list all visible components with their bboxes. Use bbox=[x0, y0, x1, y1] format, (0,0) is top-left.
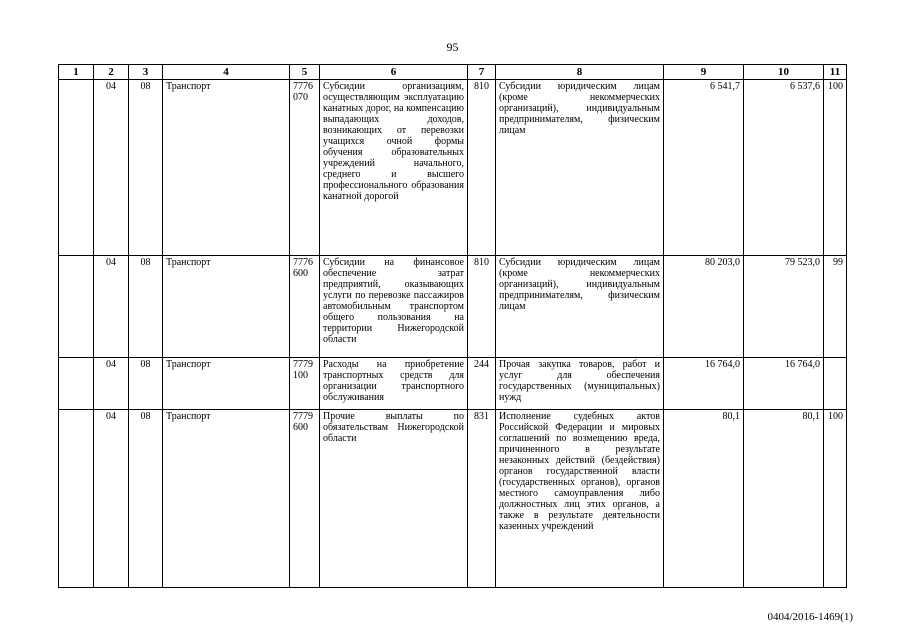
planned-amount: 80 203,0 bbox=[664, 256, 744, 358]
execution-percent: 99 bbox=[824, 256, 847, 358]
subsection-code: 08 bbox=[129, 256, 163, 358]
column-header-8: 8 bbox=[496, 65, 664, 80]
section-name: Транспорт bbox=[163, 256, 290, 358]
subsection-code: 08 bbox=[129, 410, 163, 588]
row-number-cell bbox=[59, 256, 94, 358]
header-row bbox=[59, 65, 847, 80]
target-item-code: 7776 600 bbox=[290, 256, 320, 358]
column-header-6: 6 bbox=[320, 65, 468, 80]
expense-type-name: Субсидии юридическим лицам (кроме некоммерческих организаций), индивидуальным предпринимателям, физическим лицам bbox=[496, 256, 664, 358]
target-item-code: 7779 100 bbox=[290, 358, 320, 410]
table-row bbox=[59, 256, 847, 358]
section-name: Транспорт bbox=[163, 358, 290, 410]
column-header-5: 5 bbox=[290, 65, 320, 80]
executed-amount: 80,1 bbox=[744, 410, 824, 588]
column-header-2: 2 bbox=[94, 65, 129, 80]
target-item-name: Расходы на приобретение транспортных средств для организации транспортного обслуживания bbox=[320, 358, 468, 410]
section-code: 04 bbox=[94, 80, 129, 256]
subsection-code: 08 bbox=[129, 358, 163, 410]
column-header-7: 7 bbox=[468, 65, 496, 80]
expense-type-code: 831 bbox=[468, 410, 496, 588]
expense-type-name: Прочая закупка товаров, работ и услуг для обеспечения государственных (муниципальных) нужд bbox=[496, 358, 664, 410]
table-row bbox=[59, 80, 847, 256]
document-code: 0404/2016-1469(1) bbox=[767, 611, 853, 623]
row-number-cell bbox=[59, 358, 94, 410]
executed-amount: 6 537,6 bbox=[744, 80, 824, 256]
executed-amount: 79 523,0 bbox=[744, 256, 824, 358]
table-row bbox=[59, 410, 847, 588]
target-item-code: 7776 070 bbox=[290, 80, 320, 256]
row-number-cell bbox=[59, 410, 94, 588]
target-item-name: Прочие выплаты по обязательствам Нижегородской области bbox=[320, 410, 468, 588]
section-code: 04 bbox=[94, 410, 129, 588]
page-number: 95 bbox=[446, 40, 459, 54]
section-code: 04 bbox=[94, 358, 129, 410]
executed-amount: 16 764,0 bbox=[744, 358, 824, 410]
column-header-4: 4 bbox=[163, 65, 290, 80]
planned-amount: 16 764,0 bbox=[664, 358, 744, 410]
target-item-name: Субсидии на финансовое обеспечение затрат предприятий, оказывающих услуги по перевозке пассажиров автомобильным транспортом общего пользования на территории Нижегородской области bbox=[320, 256, 468, 358]
column-header-11: 11 bbox=[824, 65, 847, 80]
planned-amount: 80,1 bbox=[664, 410, 744, 588]
execution-percent bbox=[824, 358, 847, 410]
column-header-1: 1 bbox=[59, 65, 94, 80]
section-name: Транспорт bbox=[163, 410, 290, 588]
target-item-name: Субсидии организациям, осуществляющим эксплуатацию канатных дорог, на компенсацию выпадающих доходов, возникающих от перевозки учащихся очной формы обучения образовательных учреждений начального, среднего и высшего профессионального образования канатной дорогой bbox=[320, 80, 468, 256]
expense-type-code: 810 bbox=[468, 80, 496, 256]
execution-percent: 100 bbox=[824, 80, 847, 256]
expense-type-code: 810 bbox=[468, 256, 496, 358]
row-number-cell bbox=[59, 80, 94, 256]
table-row bbox=[59, 358, 847, 410]
budget-table bbox=[58, 64, 847, 588]
column-header-9: 9 bbox=[664, 65, 744, 80]
expense-type-name: Исполнение судебных актов Российской Федерации и мировых соглашений по возмещению вреда, причиненного в результате незаконных действий (бездействия) органов государственной власти (государственных органов), органов местного самоуправления либо должностных лиц этих органов, а также в результате деятельности казенных учреждений bbox=[496, 410, 664, 588]
planned-amount: 6 541,7 bbox=[664, 80, 744, 256]
column-header-10: 10 bbox=[744, 65, 824, 80]
column-header-3: 3 bbox=[129, 65, 163, 80]
expense-type-name: Субсидии юридическим лицам (кроме некоммерческих организаций), индивидуальным предпринимателям, физическим лицам bbox=[496, 80, 664, 256]
target-item-code: 7779 600 bbox=[290, 410, 320, 588]
execution-percent: 100 bbox=[824, 410, 847, 588]
expense-type-code: 244 bbox=[468, 358, 496, 410]
section-name: Транспорт bbox=[163, 80, 290, 256]
subsection-code: 08 bbox=[129, 80, 163, 256]
section-code: 04 bbox=[94, 256, 129, 358]
